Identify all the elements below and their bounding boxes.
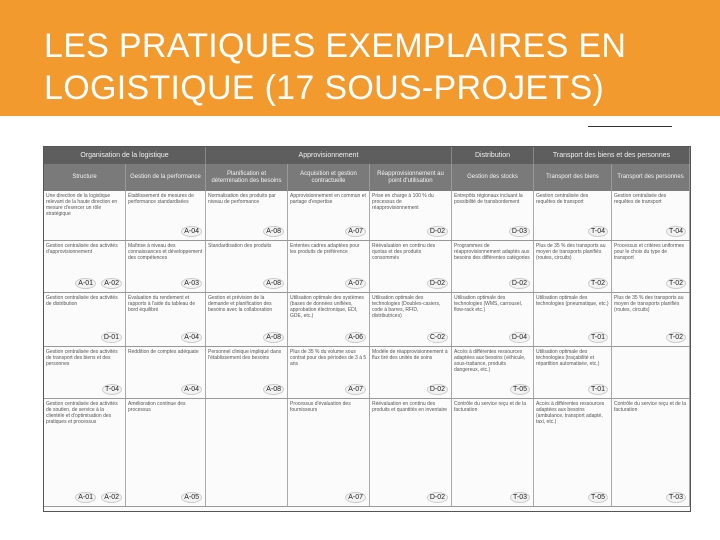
- table-cell: [370, 293, 452, 346]
- cell-text: Modèle de réapprovisionnement à flux tiré des unités de soins: [372, 349, 448, 361]
- group-header-approvisionnement: Approvisionnement: [206, 147, 452, 164]
- cell-text: Évaluation du rendement et rapports à l'aide du tableau de bord équilibré: [128, 295, 196, 313]
- cell-text: Approvisionnement en commun et partage d'expertise: [290, 193, 366, 205]
- table-cell: [44, 241, 126, 292]
- subproject-code: A-08: [263, 332, 284, 343]
- title-bar: [0, 0, 720, 116]
- table-cell: [44, 191, 126, 240]
- table-cell: [206, 241, 288, 292]
- subproject-code: T-02: [588, 278, 608, 289]
- cell-text: Processus et critères uniformes pour le choix du type de transport: [614, 243, 685, 261]
- column-header: Structure: [44, 164, 126, 191]
- cell-text: Gestion centralisée des activités d'approvisionnement: [46, 243, 118, 255]
- table-cell: [288, 191, 370, 240]
- cell-text: Gestion centralisée des activités de transport des biens et des personnes: [46, 349, 118, 367]
- table-cell: [534, 399, 612, 506]
- subproject-code: T-04: [666, 226, 686, 237]
- table-row: [44, 241, 690, 293]
- subproject-code: A-07: [345, 384, 366, 395]
- subproject-code: T-02: [666, 278, 686, 289]
- subproject-code: D-04: [509, 332, 530, 343]
- subproject-code: T-03: [510, 492, 530, 503]
- subproject-code: T-02: [666, 332, 686, 343]
- cell-text: Prise en charge à 100 % du processus de réapprovisionnement: [372, 193, 434, 211]
- cell-text: Établissement de mesures de performance standardisées: [128, 193, 194, 205]
- cell-text: Utilisation optimale des systèmes (bases de données unifiées, approbation électronique, EDI, GDE, etc.): [290, 295, 364, 319]
- table-cell: [612, 293, 690, 346]
- subproject-code: A-03: [181, 278, 202, 289]
- cell-text: Plus de 35 % des transports au moyen de transports planifiés (routes, circuits): [536, 243, 606, 261]
- subproject-code: A-07: [345, 278, 366, 289]
- table-cell: [206, 191, 288, 240]
- subproject-code: A-08: [263, 278, 284, 289]
- table-cell: [126, 399, 206, 506]
- column-header: Acquisition et gestion contractuelle: [288, 164, 370, 191]
- cell-text: Accès à différentes ressources adaptées aux besoins (ambulance, transport adapté, taxi, etc.): [536, 401, 605, 425]
- subproject-code: A-08: [263, 384, 284, 395]
- table-cell: [44, 293, 126, 346]
- decorative-line: [588, 126, 672, 127]
- table-cell: [370, 399, 452, 506]
- table-cell: [44, 399, 126, 506]
- cell-text: Accès à différentes ressources adaptées aux besoins (véhicule, sous-traitance, produits dangereux, etc.): [454, 349, 526, 373]
- table-cell: [612, 399, 690, 506]
- cell-text: Amélioration continue des processus: [128, 401, 186, 413]
- subproject-code: D-02: [427, 384, 448, 395]
- cell-text: Utilisation optimale des technologies (pneumatique, etc.): [536, 295, 609, 307]
- table-cell: [288, 347, 370, 398]
- table-cell: [126, 293, 206, 346]
- subproject-code: A-06: [345, 332, 366, 343]
- cell-text: Gestion centralisée des requêtes de transport: [614, 193, 667, 205]
- column-header: Gestion des stocks: [452, 164, 534, 191]
- subproject-code: A-05: [181, 492, 202, 503]
- group-header-transport: Transport des biens et des personnes: [534, 147, 690, 164]
- subproject-code: T-04: [588, 226, 608, 237]
- table-cell: [534, 293, 612, 346]
- subproject-code: A-04: [181, 384, 202, 395]
- subproject-code: C-02: [427, 332, 448, 343]
- cell-text: Réévaluation en continu des produits et quantités en inventaire: [372, 401, 448, 413]
- subproject-code: D-02: [427, 492, 448, 503]
- table-cell: [452, 241, 534, 292]
- subproject-code: T-04: [102, 384, 122, 395]
- cell-text: Gestion et prévision de la demande et planification des besoins avec la collaboration: [208, 295, 273, 313]
- group-header-distribution: Distribution: [452, 147, 534, 164]
- cell-text: Plus de 35 % des transports au moyen de transports planifiés (routes, circuits): [614, 295, 684, 313]
- cell-text: Processus d'évaluation des fournisseurs: [290, 401, 351, 413]
- subproject-code: A-01: [75, 278, 96, 289]
- subproject-code: A-04: [181, 226, 202, 237]
- table-cell: [534, 347, 612, 398]
- table-cell: [206, 399, 288, 506]
- column-header: Gestion de la performance: [126, 164, 206, 191]
- table-row: [44, 347, 690, 399]
- subproject-code: D-02: [509, 278, 530, 289]
- subproject-code: A-08: [263, 226, 284, 237]
- group-header-row: [44, 147, 690, 164]
- cell-text: Plus de 35 % du volume sous contrat pour des périodes de 3 à 5 ans: [290, 349, 367, 367]
- slide-title-line-2: LOGISTIQUE (17 SOUS-PROJETS): [44, 69, 605, 107]
- table-cell: [288, 241, 370, 292]
- subproject-code: A-07: [345, 492, 366, 503]
- cell-text: Programmes de réapprovisionnement adaptés aux besoins des différentes catégories: [454, 243, 530, 261]
- column-header: Transport des biens: [534, 164, 612, 191]
- cell-text: Contrôle du service reçu et de la facturation: [454, 401, 526, 413]
- column-header-row: [44, 164, 690, 191]
- table-cell: [206, 293, 288, 346]
- subproject-code: T-05: [588, 492, 608, 503]
- cell-text: Personnel clinique impliqué dans l'établissement des besoins: [208, 349, 282, 361]
- table-cell: [44, 347, 126, 398]
- table-cell: [612, 347, 690, 398]
- table-cell: [370, 241, 452, 292]
- cell-text: Gestion centralisée des activités de distribution: [46, 295, 118, 307]
- cell-text: Normalisation des produits par niveau de performance: [208, 193, 276, 205]
- table-cell: [288, 399, 370, 506]
- subproject-code: A-02: [101, 278, 122, 289]
- table-cell: [612, 241, 690, 292]
- subproject-code: D-01: [101, 332, 122, 343]
- group-header-organisation: Organisation de la logistique: [44, 147, 206, 164]
- cell-text: Utilisation optimale des technologies (traçabilité et répartition automatisée, etc.): [536, 349, 600, 367]
- subproject-code: T-03: [666, 492, 686, 503]
- cell-text: Entrepôts régionaux incluant la possibilité de transbordement: [454, 193, 523, 205]
- subproject-code: A-07: [345, 226, 366, 237]
- cell-text: Reddition de comptes adéquate: [128, 349, 199, 355]
- table-row: [44, 191, 690, 241]
- cell-text: Ententes cadres adaptées pour les produits de préférence: [290, 243, 360, 255]
- subproject-code: D-03: [509, 226, 530, 237]
- cell-text: Maîtrise à niveau des connaissances et développement des compétences: [128, 243, 203, 261]
- table-cell: [452, 293, 534, 346]
- table-cell: [534, 241, 612, 292]
- subproject-code: A-02: [101, 492, 122, 503]
- subproject-code: T-01: [588, 384, 608, 395]
- slide-title-line-1: LES PRATIQUES EXEMPLAIRES EN: [44, 27, 627, 65]
- table-cell: [206, 347, 288, 398]
- cell-text: Gestion centralisée des requêtes de transport: [536, 193, 589, 205]
- subproject-code: A-04: [181, 332, 202, 343]
- document-image: [43, 146, 691, 512]
- table-cell: [370, 191, 452, 240]
- column-header: Planification et détermination des besoins: [206, 164, 288, 191]
- subproject-code: D-02: [427, 226, 448, 237]
- cell-text: Gestion centralisée des activités de soutien, de service à la clientèle et d'optimisation des pratiques et processus: [46, 401, 118, 425]
- subproject-code: D-02: [427, 278, 448, 289]
- cell-text: Utilisation optimale des technologies (Doubles-casiers, code à barres, RFID, distributrices): [372, 295, 441, 319]
- subproject-code: A-01: [75, 492, 96, 503]
- table-row: [44, 293, 690, 347]
- table-cell: [452, 347, 534, 398]
- subproject-code: T-01: [588, 332, 608, 343]
- cell-text: Standardisation des produits: [208, 243, 272, 249]
- table-cell: [452, 191, 534, 240]
- column-header: Réapprovisionnement au point d'utilisation: [370, 164, 452, 191]
- table-cell: [612, 191, 690, 240]
- table-cell: [288, 293, 370, 346]
- table-cell: [126, 241, 206, 292]
- cell-text: Utilisation optimale des technologies (WMS, carrousel, flow-rack etc.): [454, 295, 523, 313]
- subproject-code: T-05: [510, 384, 530, 395]
- table-row: [44, 399, 690, 507]
- table-cell: [534, 191, 612, 240]
- practices-table: [44, 191, 690, 507]
- table-cell: [126, 191, 206, 240]
- table-cell: [126, 347, 206, 398]
- cell-text: Contrôle du service reçu et de la facturation: [614, 401, 686, 413]
- cell-text: Réévaluation en continu des quotas et des produits consommés: [372, 243, 436, 261]
- table-cell: [452, 399, 534, 506]
- column-header: Transport des personnes: [612, 164, 690, 191]
- cell-text: Une direction de la logistique relevant de la haute direction en mesure d'exercer un rôle stratégique: [46, 193, 118, 217]
- table-cell: [370, 347, 452, 398]
